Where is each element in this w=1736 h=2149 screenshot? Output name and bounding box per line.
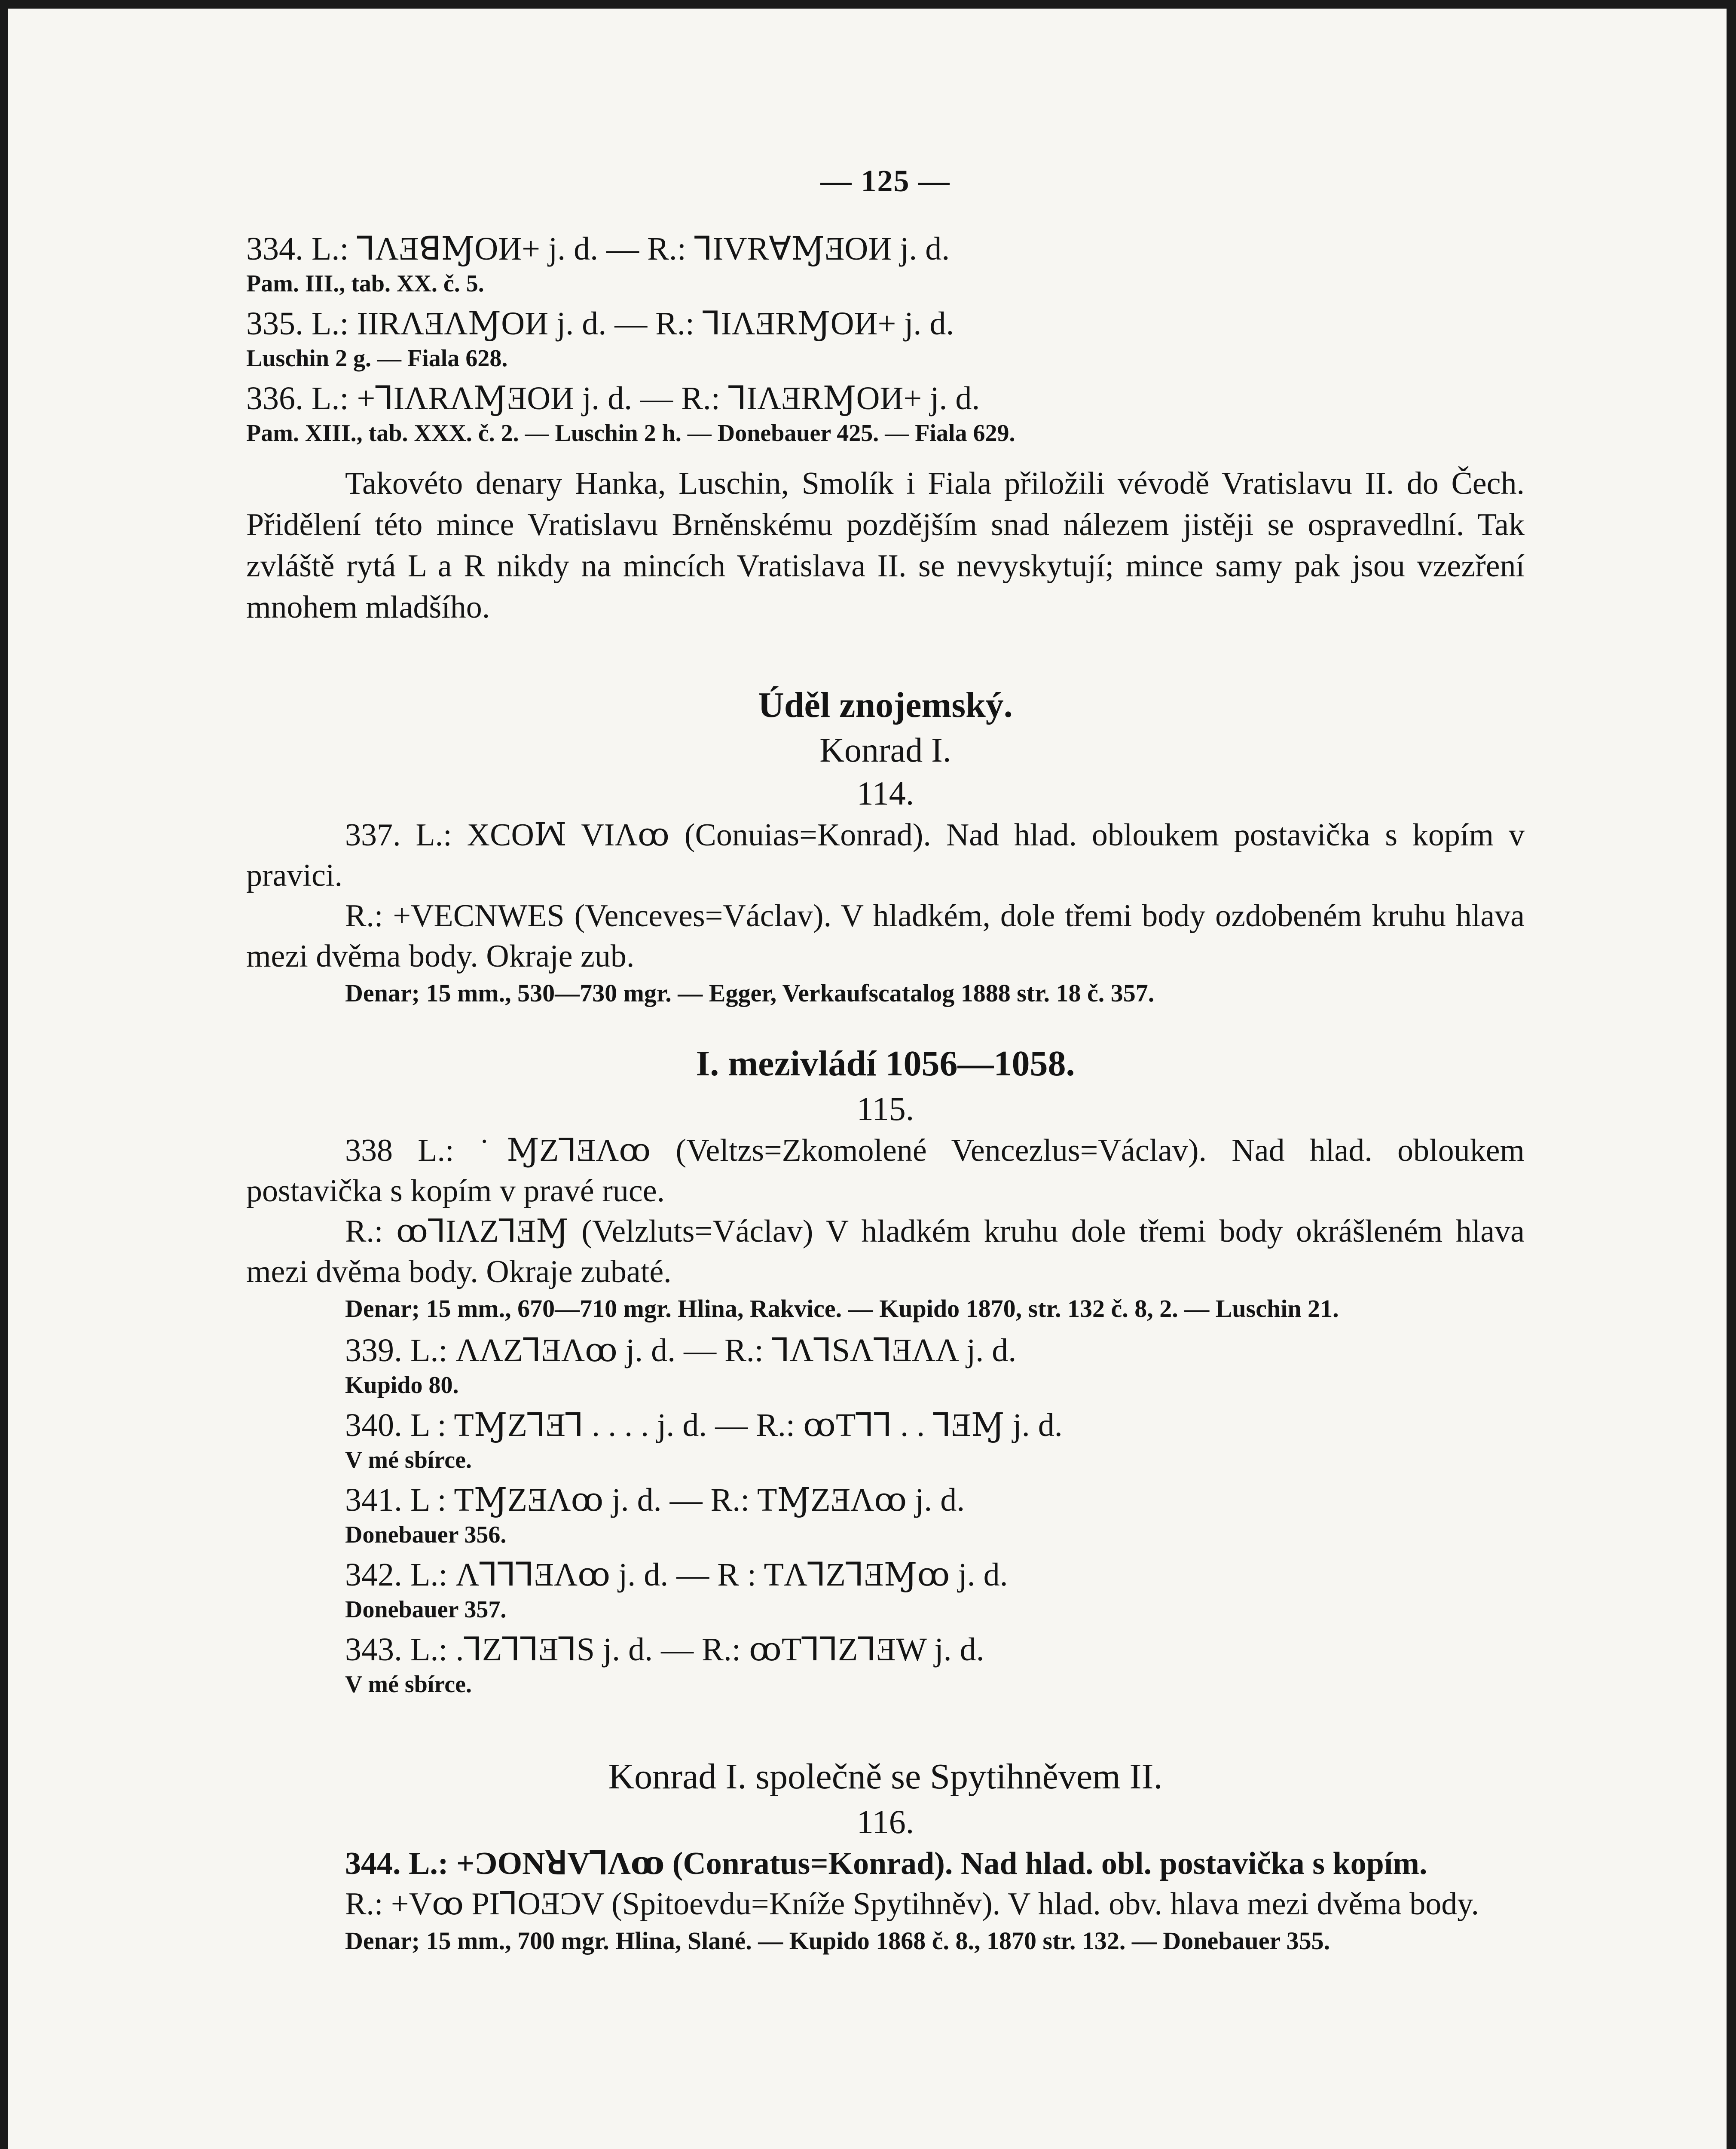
- entry-text: 339. L.: ΛΛZꓶƎΛꝏ j. d. — R.: ꓶΛꓶSΛꓶƎΛΛ j. d.: [345, 1332, 1017, 1368]
- entry-344-obverse: 344. L.: +ƆONꓤVꓶΛꝏ (Conratus=Konrad). Nad hlad. obl. postavička s kopím.: [345, 1846, 1427, 1881]
- page: [8, 9, 1727, 2149]
- ruler-name: Konrad I.: [819, 732, 951, 769]
- section-title-znojmo: Úděl znojemský.: [758, 685, 1013, 725]
- entry-reference: Pam. XIII., tab. XXX. č. 2. — Luschin 2 h. — Donebauer 425. — Fiala 629.: [246, 420, 1015, 447]
- entry-343: [345, 1630, 1525, 1699]
- entry-342: [345, 1555, 1525, 1625]
- entry-text: 334. L.: ꓶΛƎꓭⱮOИ+ j. d. — R.: ꓶIVRꓯⱮƎOИ j. d.: [246, 231, 950, 267]
- plate-number: 114.: [856, 774, 914, 812]
- entry-list: [246, 1331, 1525, 1699]
- entry-reference: Luschin 2 g. — Fiala 628.: [246, 345, 508, 372]
- entry-339: [345, 1331, 1525, 1400]
- entry-334: [246, 229, 1525, 299]
- entry-reference: Donebauer 356.: [345, 1521, 507, 1548]
- entry-336: [246, 379, 1525, 448]
- entry-text: 343. L.: .ꓶZꓶꓶƎꓶS j. d. — R.: ꝏTꓶꓶZꓶƎW j. d.: [345, 1632, 984, 1668]
- entry-reference: V mé sbírce.: [345, 1671, 472, 1698]
- entry-reference: V mé sbírce.: [345, 1447, 472, 1473]
- entry-text: 341. L : TⱮZƎΛꝏ j. d. — R.: TⱮZƎΛꝏ j. d.: [345, 1482, 965, 1518]
- page-content: [246, 163, 1525, 1958]
- section-title-joint: Konrad I. společně se Spytihněvem II.: [608, 1757, 1163, 1797]
- entry-reference: Pam. III., tab. XX. č. 5.: [246, 270, 484, 297]
- entry-text: 342. L.: ΛꓶꓶꓶƎΛꝏ j. d. — R : TΛꓶZꓶƎⱮꝏ j. d.: [345, 1557, 1008, 1593]
- entry-338-obverse: 338 L.: ˙ⱮZꓶƎΛꝏ (Veltzs=Zkomolené Vencezlus=Václav). Nad hlad. obloukem postavička s kopím v pravé ruce.: [246, 1133, 1525, 1209]
- entry-337-reference: Denar; 15 mm., 530—730 mgr. — Egger, Verkaufscatalog 1888 str. 18 č. 357.: [345, 979, 1155, 1007]
- commentary-paragraph: Takovéto denary Hanka, Luschin, Smolík i Fiala přiložili vévodě Vratislavu II. do Čech. Přidělení této mince Vratislavu Brněnskému pozdějším snad nálezem jistěji se ospravedlní. Tak zvláště rytá L a R nikdy na mincích Vratislava II. se nevyskytují; mince samy pak jsou vzezření mnohem mladšího.: [246, 466, 1525, 625]
- page-number: — 125 —: [820, 164, 951, 198]
- entry-338-reverse: R.: ꝏꓶIΛZꓶƎⱮ (Velzluts=Václav) V hladkém kruhu dole třemi body okrášleném hlava mezi dvěma body. Okraje zubaté.: [246, 1214, 1525, 1289]
- entry-341: [345, 1480, 1525, 1550]
- entry-reference: Donebauer 357.: [345, 1596, 507, 1623]
- entry-text: 336. L.: +ꓶIΛRΛⱮƎOИ j. d. — R.: ꓶIΛƎRⱮOИ+ j. d.: [246, 380, 980, 416]
- entry-340: [345, 1405, 1525, 1475]
- entry-344-reverse: R.: +Vꝏ PIꓶOƎƆV (Spitoevdu=Kníže Spytihněv). V hlad. obv. hlava mezi dvěma body.: [345, 1886, 1479, 1922]
- entry-338-reference: Denar; 15 mm., 670—710 mgr. Hlina, Rakvice. — Kupido 1870, str. 132 č. 8, 2. — Luschin 21.: [345, 1295, 1339, 1322]
- entry-337-reverse: R.: +VECNWES (Venceves=Václav). V hladkém, dole třemi body ozdobeném kruhu hlava mezi dvěma body. Okraje zub.: [246, 898, 1525, 974]
- entry-335: [246, 304, 1525, 373]
- entry-344-reference: Denar; 15 mm., 700 mgr. Hlina, Slané. — Kupido 1868 č. 8., 1870 str. 132. — Donebauer 355.: [345, 1927, 1330, 1955]
- entry-text: 335. L.: IIRΛƎΛⱮOИ j. d. — R.: ꓶIΛƎRⱮOИ+ j. d.: [246, 306, 954, 342]
- plate-number: 115.: [856, 1090, 914, 1127]
- entry-reference: Kupido 80.: [345, 1372, 459, 1399]
- plate-number: 116.: [856, 1803, 914, 1840]
- entry-text: 340. L : TⱮZꓶƎꓶ . . . . j. d. — R.: ꝏTꓶꓶ . . ꓶƎⱮ j. d.: [345, 1407, 1063, 1443]
- section-title-interregnum: I. mezivládí 1056—1058.: [696, 1044, 1075, 1084]
- entry-337-obverse: 337. L.: XCOꟽ VIΛꝏ (Conuias=Konrad). Nad hlad. obloukem postavička s kopím v pravici.: [246, 817, 1525, 893]
